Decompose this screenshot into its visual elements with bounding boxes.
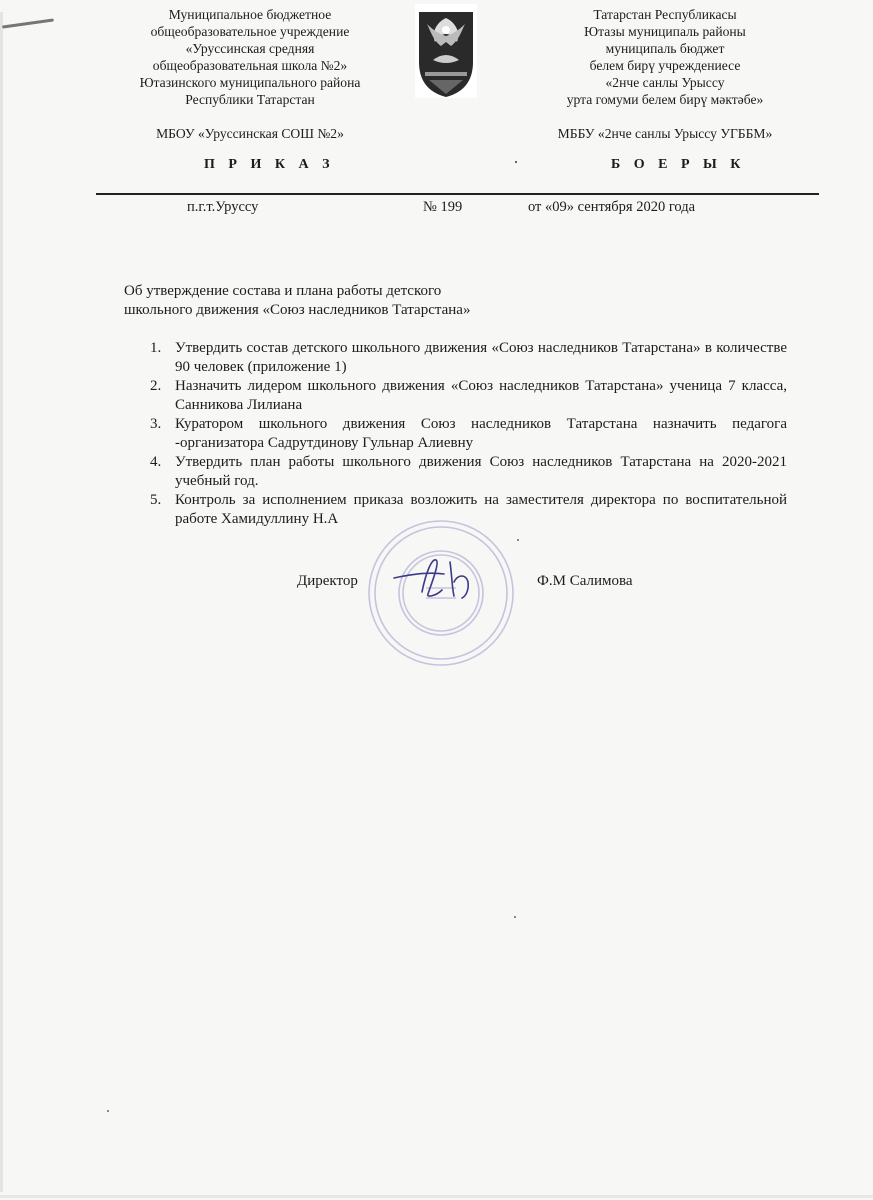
order-item-text: Утвердить состав детского школьного движения «Союз наследников Татарстана» в количестве 90 человек (приложение 1) (175, 340, 787, 375)
header-left-line: Республики Татарстан (185, 92, 315, 107)
order-item-text: Утвердить план работы школьного движения Союз наследников Татарстана на 2020-2021 учебный год. (175, 454, 787, 489)
header-right-abbr: МББУ «2нче санлы Урыссу УГББМ» (557, 126, 773, 141)
order-item (147, 377, 787, 415)
scan-mark (2, 18, 54, 28)
signature-name: Ф.М Салимова (537, 573, 633, 589)
scan-speck (514, 916, 516, 918)
order-item-number: 3. (150, 416, 162, 432)
scan-speck (517, 539, 519, 541)
header-left-line: общеобразовательное учреждение (150, 24, 350, 39)
scan-edge-bottom (0, 1195, 873, 1198)
coat-of-arms-icon (413, 2, 479, 100)
header-right-line: Татарстан Республикасы (593, 7, 737, 22)
scan-edge (0, 12, 3, 1192)
header-right-line: муниципаль бюджет (605, 41, 725, 56)
order-item-number: 1. (150, 340, 162, 356)
order-item-number: 2. (150, 378, 162, 394)
order-item (147, 339, 787, 377)
header-left-line: Ютазинского муниципального района (139, 75, 361, 90)
order-item-number: 5. (150, 492, 162, 508)
header-left-abbr: МБОУ «Уруссинская СОШ №2» (156, 126, 344, 141)
order-subject-line: Об утверждение состава и плана работы детского (124, 283, 442, 299)
scan-speck (515, 161, 517, 163)
header-left-line: «Уруссинская средняя (185, 41, 315, 56)
header-right-line: «2нче санлы Урыссу (605, 75, 725, 90)
order-title-tt: Б О Е Р Ы К (611, 157, 746, 172)
order-date: от «09» сентября 2020 года (528, 199, 696, 215)
order-item (147, 415, 787, 453)
header-right (520, 6, 810, 142)
signature-title: Директор (297, 573, 358, 589)
order-city: п.г.т.Уруссу (187, 199, 259, 215)
header-right-line: урта гомуми белем бирү мәктәбе» (566, 92, 764, 107)
header-left (110, 6, 390, 142)
header-left-line: Муниципальное бюджетное (168, 7, 332, 22)
header-right-line: белем бирү учреждениесе (589, 58, 741, 73)
header-right-line: Ютазы муниципаль районы (584, 24, 746, 39)
order-item (147, 453, 787, 491)
order-item-text: Назначить лидером школьного движения «Союз наследников Татарстана» ученица 7 класса, Санникова Лилиана (175, 378, 787, 413)
order-title-ru: П Р И К А З (204, 157, 335, 172)
director-signature-icon (392, 552, 492, 602)
order-item-text: Контроль за исполнением приказа возложить на заместителя директора по воспитательной работе Хамидуллину Н.А (175, 492, 787, 527)
order-subject-line: школьного движения «Союз наследников Татарстана» (124, 302, 471, 318)
header-divider (96, 193, 819, 195)
scan-speck (107, 1110, 109, 1112)
order-item-text: Куратором школьного движения Союз наследников Татарстана назначить педагога -организатора Садрутдинову Гульнар Алиевну (175, 416, 787, 451)
order-items (147, 339, 787, 529)
header-left-line: общеобразовательная школа №2» (152, 58, 348, 73)
order-number: № 199 (423, 199, 463, 215)
order-subject (124, 282, 470, 320)
order-item-number: 4. (150, 454, 162, 470)
